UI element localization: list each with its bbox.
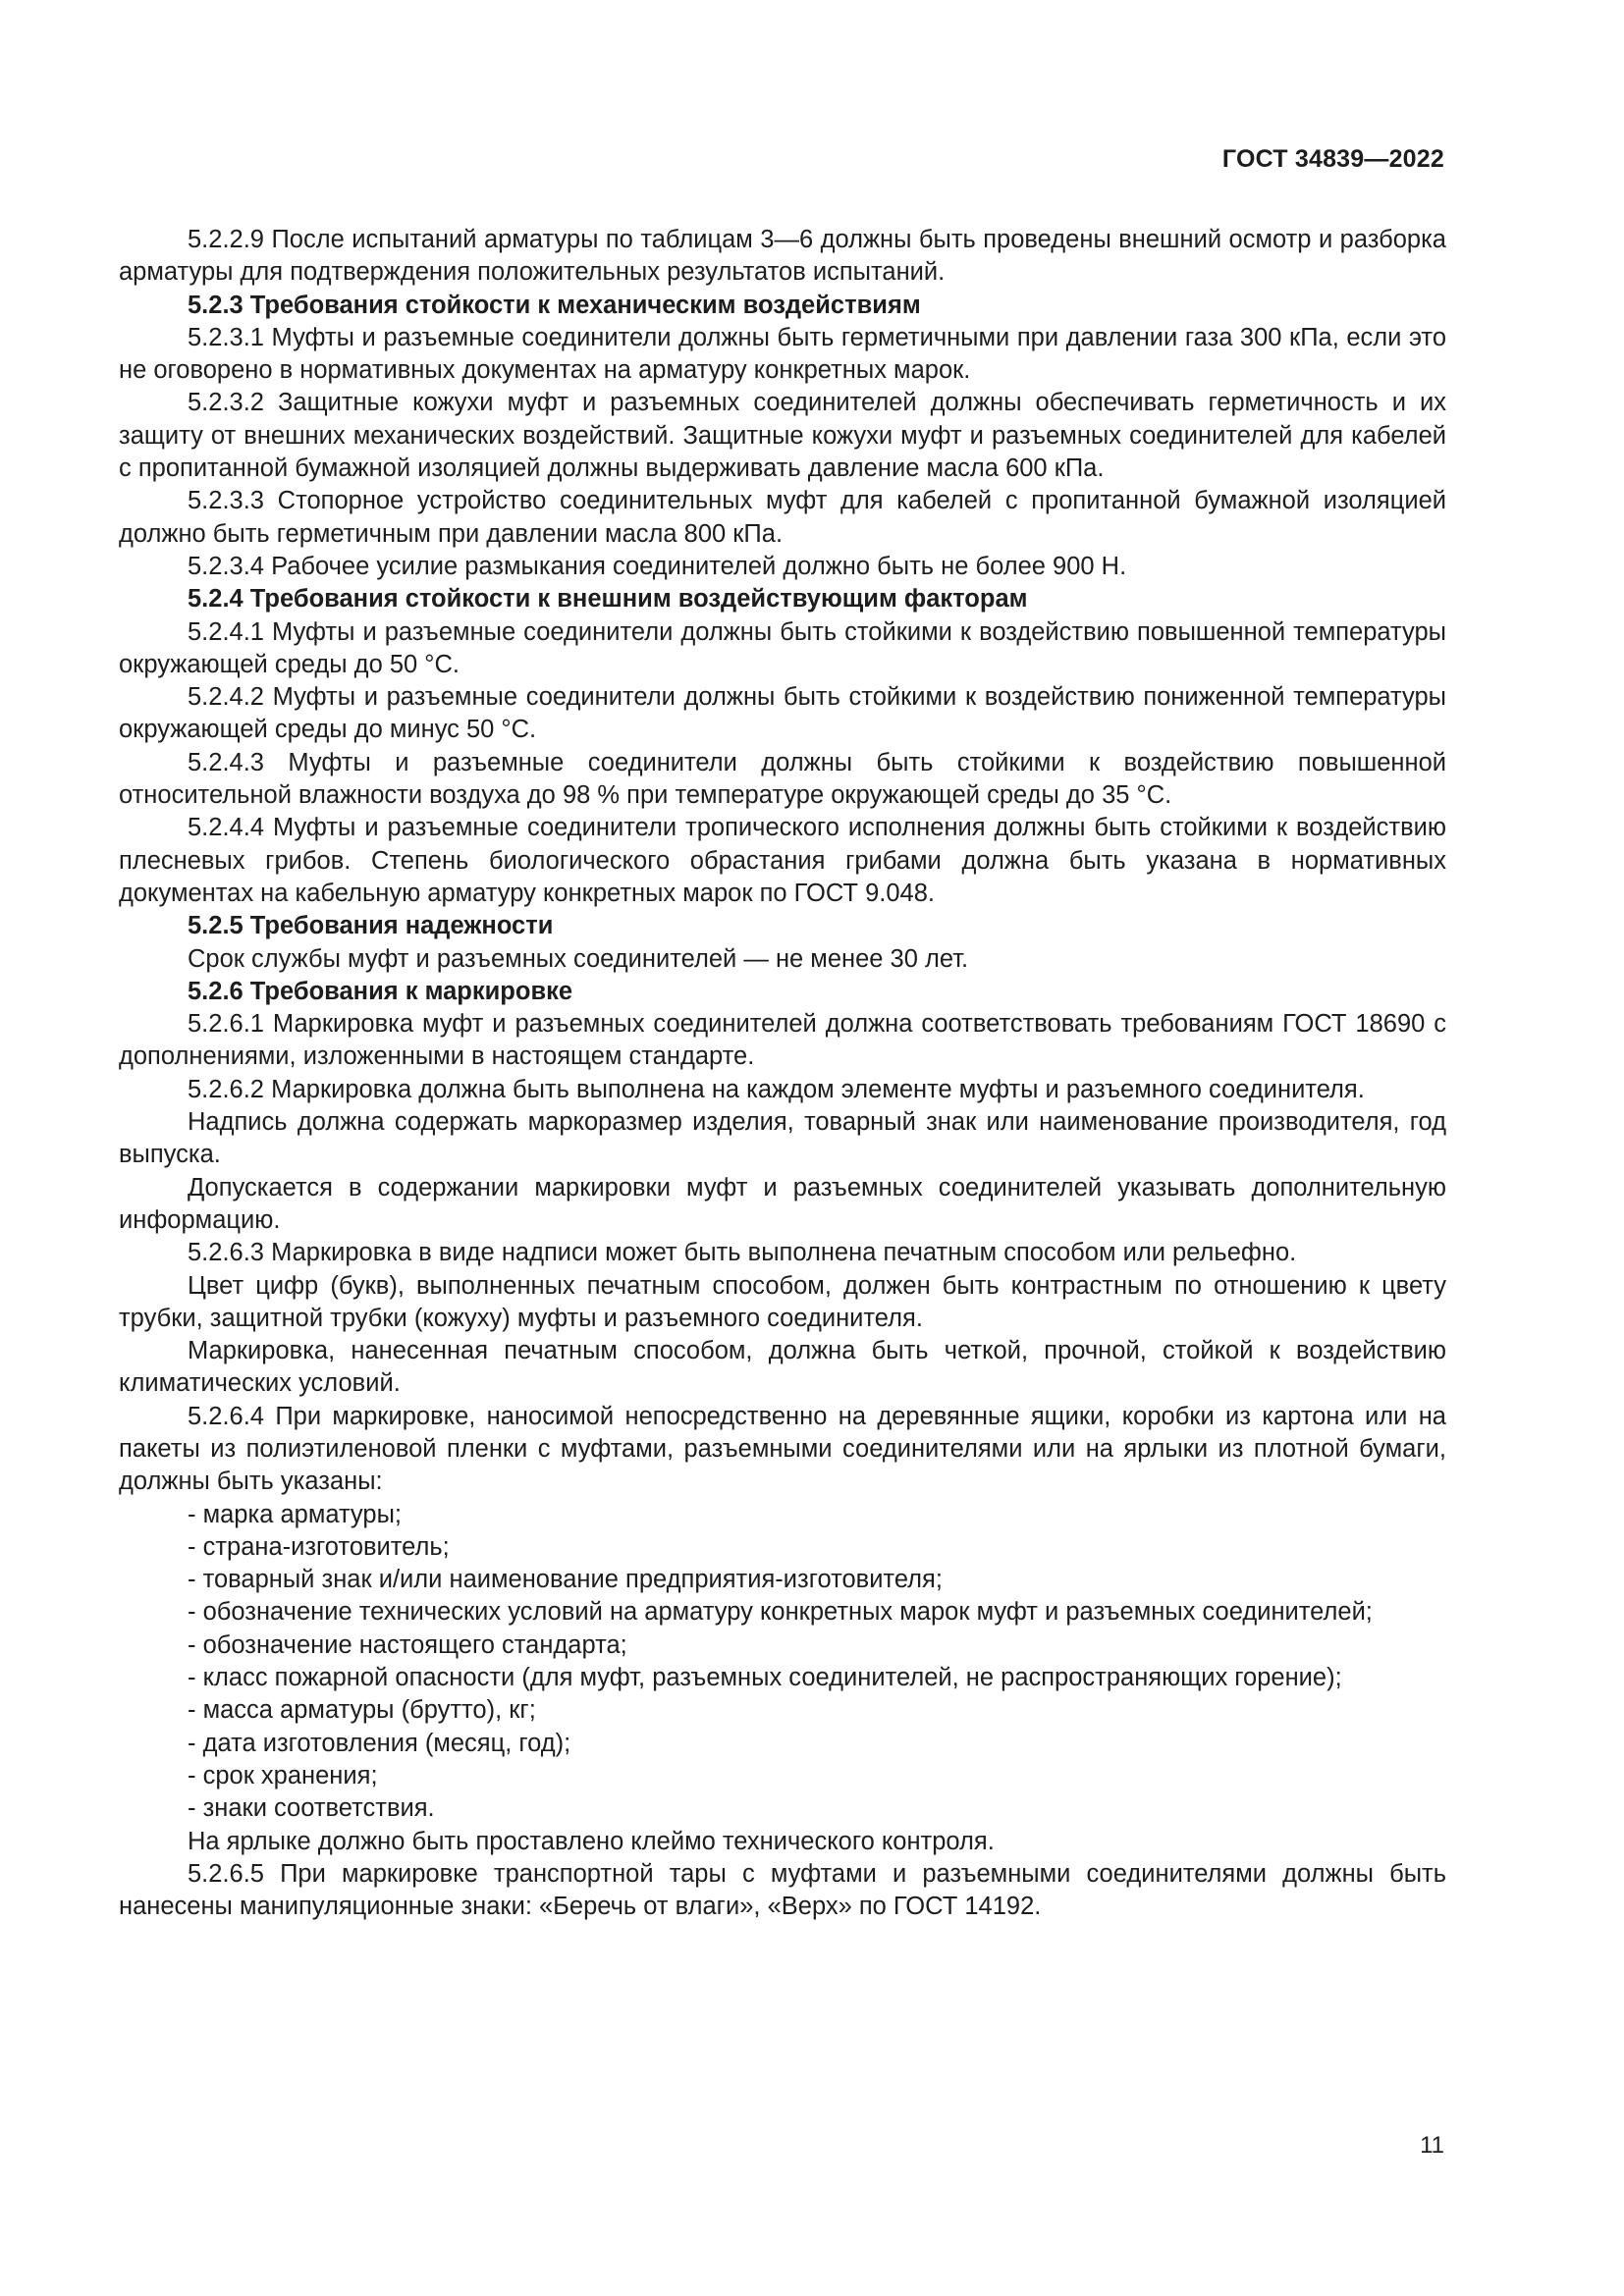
paragraph-inscription: Надпись должна содержать маркоразмер изделия, товарный знак или наименование производителя, год выпуска. <box>119 1108 1446 1169</box>
paragraph-5-2-6-3: 5.2.6.3 Маркировка в виде надписи может быть выполнена печатным способом или рельефно. <box>188 1239 1297 1267</box>
list-item: - класс пожарной опасности (для муфт, разъемных соединителей, не распространяющих горение); <box>188 1664 1342 1692</box>
document-header: ГОСТ 34839—2022 <box>1221 145 1444 173</box>
list-item: - марка арматуры; <box>188 1500 402 1528</box>
paragraph-5-2-6-1: 5.2.6.1 Маркировка муфт и разъемных соединителей должна соответствовать требованиям ГОСТ 18690 с дополнениями, изложенными в настоящем стандарте. <box>119 1010 1446 1071</box>
list-item: - масса арматуры (брутто), кг; <box>188 1696 536 1725</box>
list-item: - обозначение настоящего стандарта; <box>188 1630 627 1659</box>
list-item: - дата изготовления (месяц, год); <box>188 1729 571 1757</box>
section-heading-5-2-6: 5.2.6 Требования к маркировке <box>188 977 573 1005</box>
section-heading-5-2-4: 5.2.4 Требования стойкости к внешним воздействующим факторам <box>188 585 1028 614</box>
paragraph-5-2-4-2: 5.2.4.2 Муфты и разъемные соединители должны быть стойкими к воздействию пониженной температуры окружающей среды до минус 50 °С. <box>119 683 1446 744</box>
paragraph-5-2-6-2: 5.2.6.2 Маркировка должна быть выполнена на каждом элементе муфты и разъемного соединителя. <box>188 1075 1365 1103</box>
list-item: - обозначение технических условий на арматуру конкретных марок муфт и разъемных соединителей; <box>188 1598 1373 1627</box>
paragraph-service-life: Срок службы муфт и разъемных соединителей — не менее 30 лет. <box>188 944 969 973</box>
section-heading-5-2-5: 5.2.5 Требования надежности <box>188 912 554 940</box>
paragraph-5-2-3-2: 5.2.3.2 Защитные кожухи муфт и разъемных соединителей должны обеспечивать герметичность и их защиту от внешних механических воздействий. Защитные кожухи муфт и разъемных соединителей для кабелей с пропитанной бумажной изоляцией должны выдерживать давление масла 600 кПа. <box>119 389 1446 483</box>
list-item: - товарный знак и/или наименование предприятия-изготовителя; <box>188 1566 943 1594</box>
paragraph-digit-color: Цвет цифр (букв), выполненных печатным способом, должен быть контрастным по отношению к цвету трубки, защитной трубки (кожуху) муфты и разъемного соединителя. <box>119 1271 1446 1332</box>
paragraph-5-2-6-5: 5.2.6.5 При маркировке транспортной тары с муфтами и разъемными соединителями должны быть нанесены манипуляционные знаки: «Беречь от влаги», «Верх» по ГОСТ 14192. <box>119 1859 1446 1921</box>
paragraph-print-quality: Маркировка, нанесенная печатным способом, должна быть четкой, прочной, стойкой к воздействию климатических условий. <box>119 1337 1446 1398</box>
paragraph-5-2-3-4: 5.2.3.4 Рабочее усилие размыкания соединителей должно быть не более 900 Н. <box>188 552 1127 580</box>
list-item: - срок хранения; <box>188 1761 378 1789</box>
paragraph-5-2-6-4: 5.2.6.4 При маркировке, наносимой непосредственно на деревянные ящики, коробки из картона или на пакеты из полиэтиленовой пленки с муфтами, разъемными соединителями или на ярлыки из плотной бумаги, должны быть указаны: <box>119 1402 1446 1496</box>
paragraph-additional-info: Допускается в содержании маркировки муфт и разъемных соединителей указывать дополнительную информацию. <box>119 1173 1446 1234</box>
paragraph-5-2-3-3: 5.2.3.3 Стопорное устройство соединительных муфт для кабелей с пропитанной бумажной изоляцией должно быть герметичным при давлении масла 800 кПа. <box>119 487 1446 548</box>
list-item: - страна-изготовитель; <box>188 1532 450 1561</box>
document-body <box>119 224 1446 1923</box>
list-item: - знаки соответствия. <box>188 1794 435 1823</box>
paragraph-5-2-3-1: 5.2.3.1 Муфты и разъемные соединители должны быть герметичными при давлении газа 300 кПа, если это не оговорено в нормативных документах на арматуру конкретных марок. <box>119 323 1446 385</box>
paragraph-label-stamp: На ярлыке должно быть проставлено клеймо технического контроля. <box>188 1827 995 1855</box>
paragraph-5-2-4-1: 5.2.4.1 Муфты и разъемные соединители должны быть стойкими к воздействию повышенной температуры окружающей среды до 50 °С. <box>119 617 1446 678</box>
section-heading-5-2-3: 5.2.3 Требования стойкости к механическим воздействиям <box>188 291 921 319</box>
page-number: 11 <box>1420 2132 1444 2159</box>
paragraph-5-2-4-3: 5.2.4.3 Муфты и разъемные соединители должны быть стойкими к воздействию повышенной относительной влажности воздуха до 98 % при температуре окружающей среды до 35 °С. <box>119 748 1446 810</box>
paragraph-5-2-2-9: 5.2.2.9 После испытаний арматуры по таблицам 3—6 должны быть проведены внешний осмотр и разборка арматуры для подтверждения положительных результатов испытаний. <box>119 226 1446 287</box>
paragraph-5-2-4-4: 5.2.4.4 Муфты и разъемные соединители тропического исполнения должны быть стойкими к воздействию плесневых грибов. Степень биологического обрастания грибами должна быть указана в нормативных документах на кабельную арматуру конкретных марок по ГОСТ 9.048. <box>119 814 1446 907</box>
